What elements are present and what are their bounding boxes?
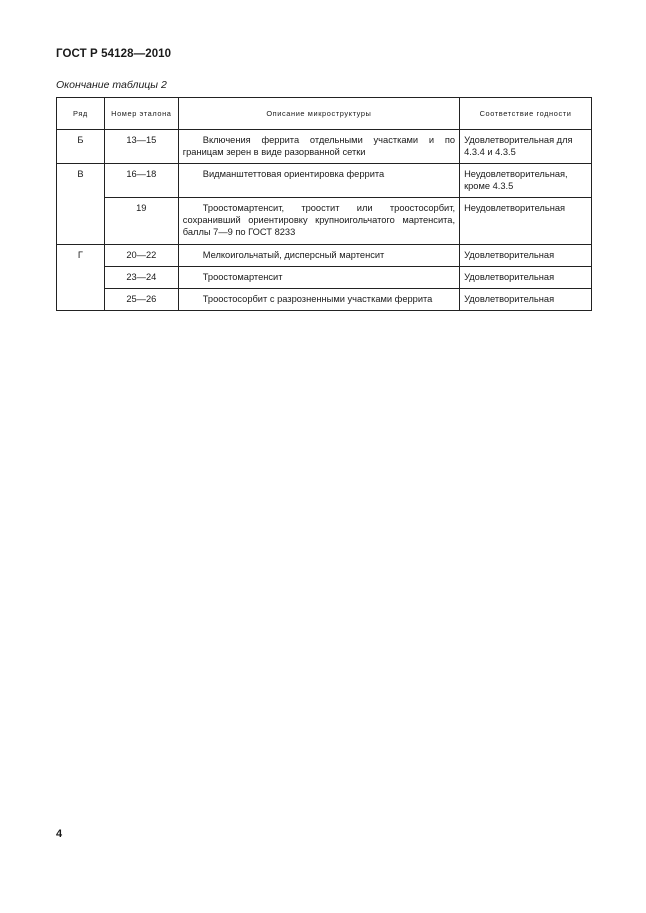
table-caption: Окончание таблицы 2 bbox=[56, 79, 167, 91]
fitness-cell: Удовлетворительная bbox=[460, 288, 592, 310]
table-row bbox=[57, 198, 592, 244]
description-cell: Мелкоигольчатый, дисперсный мартенсит bbox=[178, 244, 459, 266]
column-header-fitness: Соответствие годности bbox=[460, 98, 592, 130]
fitness-cell: Неудовлетворительная bbox=[460, 198, 592, 244]
description-cell: Включения феррита отдельными участками и по границам зерен в виде разорванной сетки bbox=[178, 130, 459, 164]
description-cell: Троостосорбит с разрозненными участками феррита bbox=[178, 288, 459, 310]
table-header-row bbox=[57, 98, 592, 130]
fitness-cell: Неудовлетворительная, кроме 4.3.5 bbox=[460, 164, 592, 198]
fitness-cell: Удовлетворительная bbox=[460, 244, 592, 266]
document-header: ГОСТ Р 54128—2010 bbox=[56, 48, 172, 60]
table-row bbox=[57, 244, 592, 266]
table-row bbox=[57, 266, 592, 288]
table-row bbox=[57, 288, 592, 310]
number-cell: 23—24 bbox=[104, 266, 178, 288]
description-cell: Троостомартенсит bbox=[178, 266, 459, 288]
number-cell: 20—22 bbox=[104, 244, 178, 266]
description-cell: Троостомартенсит, троостит или троостосорбит, сохранивший ориентировку крупноигольчатого мартенсита, баллы 7—9 по ГОСТ 8233 bbox=[178, 198, 459, 244]
number-cell: 25—26 bbox=[104, 288, 178, 310]
column-header-row: Ряд bbox=[57, 98, 105, 130]
fitness-cell: Удовлетворительная bbox=[460, 266, 592, 288]
description-cell: Видманштеттовая ориентировка феррита bbox=[178, 164, 459, 198]
row-cell: Б bbox=[57, 130, 105, 164]
number-cell: 13—15 bbox=[104, 130, 178, 164]
number-cell: 19 bbox=[104, 198, 178, 244]
row-cell: Г bbox=[57, 244, 105, 310]
row-cell: В bbox=[57, 164, 105, 244]
table-row bbox=[57, 130, 592, 164]
microstructure-table bbox=[56, 97, 592, 311]
page-number: 4 bbox=[56, 828, 63, 840]
column-header-number: Номер эталона bbox=[104, 98, 178, 130]
column-header-description: Описание микроструктуры bbox=[178, 98, 459, 130]
number-cell: 16—18 bbox=[104, 164, 178, 198]
table-row bbox=[57, 164, 592, 198]
fitness-cell: Удовлетворительная для 4.3.4 и 4.3.5 bbox=[460, 130, 592, 164]
